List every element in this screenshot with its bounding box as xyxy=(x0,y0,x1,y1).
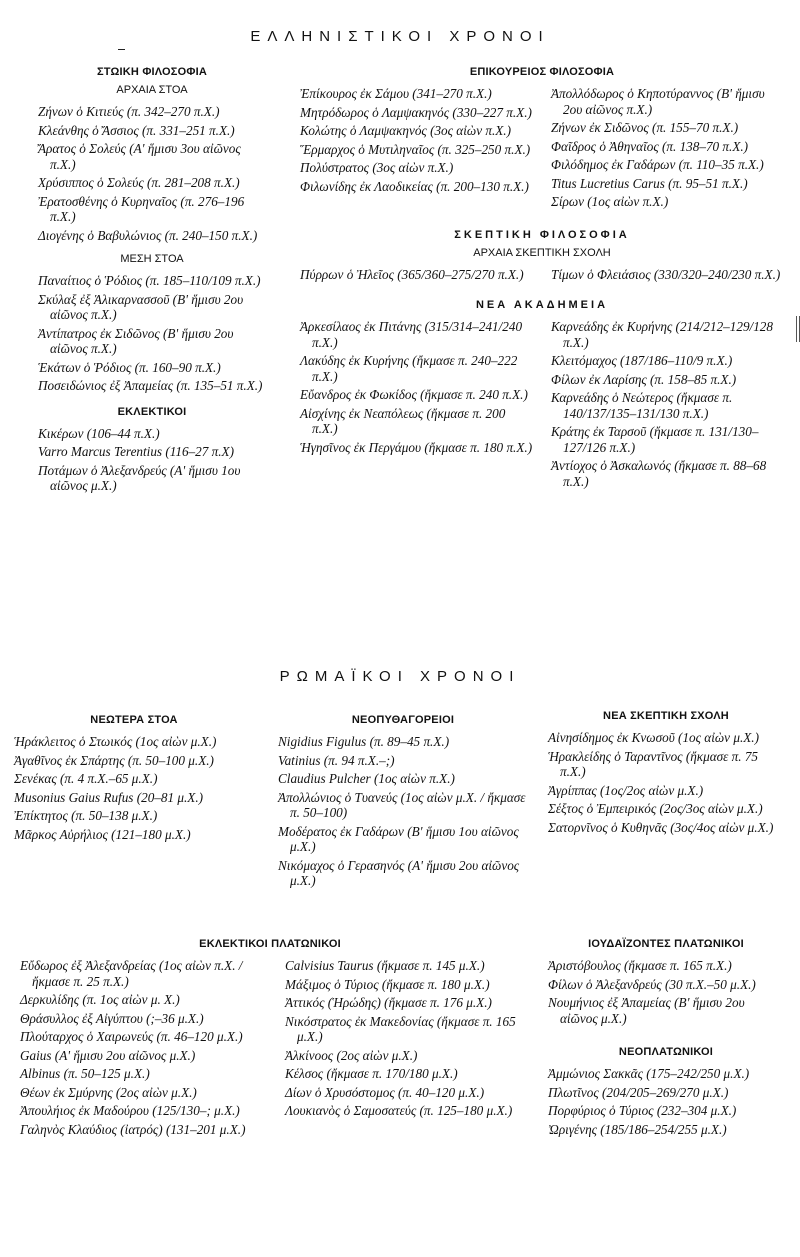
philosopher-entry: Ἐπίκουρος ἐκ Σάμου (341–270 π.Χ.) xyxy=(300,86,492,101)
philosopher-entry: Ὠριγένης (185/186–254/255 μ.Χ.) xyxy=(548,1121,727,1137)
philosopher-entry: Ποτάμων ὁ Ἀλεξανδρεύς (Α' ἥμισυ 1ου αἰῶνος μ.Χ.) xyxy=(38,462,241,493)
neopythagoreans-column xyxy=(278,714,528,892)
new-skeptic-title: ΝΕΑ ΣΚΕΠΤΙΚΗ ΣΧΟΛΗ xyxy=(603,710,729,722)
philosopher-entry: Ἄρατος ὁ Σολεύς (Α' ἥμισυ 3ου αἰῶνος π.Χ.) xyxy=(38,141,241,172)
philosopher-entry: Πλούταρχος ὁ Χαιρωνεύς (π. 46–120 μ.Χ.) xyxy=(20,1029,243,1044)
skeptic-title: ΣΚΕΠΤΙΚΗ ΦΙΛΟΣΟΦΙΑ xyxy=(454,228,630,241)
philosopher-entry: Ἀττικός (Ἡρώδης) (ἤκμασε π. 176 μ.Χ.) xyxy=(285,995,492,1010)
philosopher-entry: Γαληνὸς Κλαύδιος (ἰατρός) (131–201 μ.Χ.) xyxy=(20,1121,246,1137)
ancient-stoa-section xyxy=(38,84,266,243)
middle-stoa-title: ΜΕΣΗ ΣΤΟΑ xyxy=(120,253,184,265)
eclectics-list xyxy=(38,426,266,494)
philosopher-entry: Σενέκας (π. 4 π.Χ.–65 μ.Χ.) xyxy=(14,771,158,786)
philosopher-entry: Ποσειδώνιος ἐξ Ἀπαμείας (π. 135–51 π.Χ.) xyxy=(38,378,263,393)
philosopher-entry: Καρνεάδης ὁ Νεώτερος (ἤκμασε π. 140/137/135–131/130 π.Χ.) xyxy=(551,390,733,421)
philosopher-entry: Ζήνων ὁ Κιτιεύς (π. 342–270 π.Χ.) xyxy=(38,104,220,119)
philosopher-entry: Νουμήνιος ἐξ Ἀπαμείας (Β' ἥμισυ 2ου αἰῶνος μ.Χ.) xyxy=(548,995,745,1026)
philosopher-entry: Vatinius (π. 94 π.Χ.–;) xyxy=(278,752,395,768)
neoplatonists-title: ΝΕΟΠΛΑΤΩΝΙΚΟΙ xyxy=(618,1046,714,1058)
middle-stoa-section xyxy=(38,253,266,394)
late-stoa-list xyxy=(14,734,254,842)
philosopher-entry: Claudius Pulcher (1ος αἰὼν π.Χ.) xyxy=(278,771,455,786)
hellenistic-right-block xyxy=(300,66,784,504)
philosopher-entry: Μοδέρατος ἐκ Γαδάρων (Β' ἥμισυ 1ου αἰῶνος μ.Χ.) xyxy=(278,823,519,854)
philosopher-entry: Ἡράκλειτος ὁ Στωικός (1ος αἰὼν μ.Χ.) xyxy=(14,734,217,749)
philosopher-entry: Ἀμμώνιος Σακκᾶς (175–242/250 μ.Χ.) xyxy=(548,1066,750,1081)
philosopher-entry: Φαῖδρος ὁ Ἀθηναῖος (π. 138–70 π.Χ.) xyxy=(551,138,749,154)
philosopher-entry: Σατορνῖνος ὁ Κυθηνᾶς (3ος/4ος αἰὼν μ.Χ.) xyxy=(548,819,774,835)
philosopher-entry: Δερκυλίδης (π. 1ος αἰὼν μ. Χ.) xyxy=(20,992,180,1007)
judaizing-platonists-title: ΙΟΥΔΑΪΖΟΝΤΕΣ ΠΛΑΤΩΝΙΚΟΙ xyxy=(588,938,744,950)
philosopher-entry: Ἀλκίνοος (2ος αἰὼν μ.Χ.) xyxy=(285,1047,418,1063)
philosopher-entry: Ἀπολλώνιος ὁ Τυανεύς (1ος αἰὼν μ.Χ. / ἤκμασε π. 50–100) xyxy=(278,789,526,820)
philosopher-entry: Νικόστρατος ἐκ Μακεδονίας (ἤκμασε π. 165 μ.Χ.) xyxy=(285,1013,516,1044)
philosopher-entry: Ἀπολλόδωρος ὁ Κηποτύραννος (Β' ἥμισυ 2ου αἰῶνος π.Χ.) xyxy=(551,86,765,117)
philosopher-entry: Αἰνησίδημος ἐκ Κνωσοῦ (1ος αἰὼν μ.Χ.) xyxy=(548,730,759,745)
eclectics-section xyxy=(38,406,266,494)
philosopher-entry: Titus Lucretius Carus (π. 95–51 π.Χ.) xyxy=(551,175,748,191)
philosopher-entry: Ἑκάτων ὁ Ῥόδιος (π. 160–90 π.Χ.) xyxy=(38,359,221,375)
philosopher-entry: Αἰσχίνης ἐκ Νεαπόλεως (ἤκμασε π. 200 π.Χ.) xyxy=(300,405,506,436)
neopythagoreans-title: ΝΕΟΠΥΘΑΓΟΡΕΙΟΙ xyxy=(351,714,455,726)
philosopher-entry: Εὔανδρος ἐκ Φωκίδος (ἤκμασε π. 240 π.Χ.) xyxy=(300,387,528,402)
philosopher-entry: Σίρων (1ος αἰὼν π.Χ.) xyxy=(551,194,669,209)
philosopher-entry: Μητρόδωρος ὁ Λαμψακηνός (330–227 π.Χ.) xyxy=(300,104,532,120)
philosopher-entry: Λουκιανὸς ὁ Σαμοσατεύς (π. 125–180 μ.Χ.) xyxy=(285,1103,513,1118)
philosopher-entry: Πύρρων ὁ Ἠλεῖος (365/360–275/270 π.Χ.) xyxy=(300,266,524,282)
philosopher-entry: Κικέρων (106–44 π.Χ.) xyxy=(38,425,160,441)
late-stoa-column xyxy=(14,714,254,845)
philosopher-entry: Gaius (Α' ἥμισυ 2ου αἰῶνος μ.Χ.) xyxy=(20,1047,196,1063)
margin-marks xyxy=(796,316,800,342)
philosopher-entry: Ἀντίπατρος ἐκ Σιδῶνος (Β' ἥμισυ 2ου αἰῶνος π.Χ.) xyxy=(38,325,234,356)
hellenistic-era-title: ΕΛΛΗΝΙΣΤΙΚΟΙ ΧΡΟΝΟΙ xyxy=(250,28,550,45)
philosopher-entry: Λακύδης ἐκ Κυρήνης (ἤκμασε π. 240–222 π.Χ.) xyxy=(300,353,518,384)
new-academy-section xyxy=(300,299,784,492)
philosopher-entry: Φίλων ἐκ Λαρίσης (π. 158–85 π.Χ.) xyxy=(551,371,737,387)
skeptic-section xyxy=(300,229,784,286)
philosopher-entry: Ἡρακλείδης ὁ Ταραντῖνος (ἤκμασε π. 75 π.Χ.) xyxy=(548,748,759,779)
epicurean-list-right xyxy=(551,86,784,213)
philosopher-entry: Ἐπίκτητος (π. 50–138 μ.Χ.) xyxy=(14,808,158,823)
philosopher-entry: Ἕρμαρχος ὁ Μυτιληναῖος (π. 325–250 π.Χ.) xyxy=(300,141,531,157)
new-skeptic-list xyxy=(548,730,784,835)
philosopher-entry: Θέων ἐκ Σμύρνης (2ος αἰὼν μ.Χ.) xyxy=(20,1084,197,1100)
philosopher-entry: Ζήνων ἐκ Σιδῶνος (π. 155–70 π.Χ.) xyxy=(551,120,739,135)
ancient-stoa-list xyxy=(38,104,266,243)
roman-era-title: ΡΩΜΑΪΚΟΙ ΧΡΟΝΟΙ xyxy=(279,668,521,685)
philosopher-entry: Ἀγαθῖνος ἐκ Σπάρτης (π. 50–100 μ.Χ.) xyxy=(14,752,214,768)
new-academy-list-right xyxy=(551,319,784,492)
stoic-column xyxy=(38,66,266,506)
philosopher-entry: Ἀπουλήιος ἐκ Μαδούρου (125/130–; μ.Χ.) xyxy=(20,1103,240,1118)
philosopher-entry: Φιλωνίδης ἐκ Λαοδικείας (π. 200–130 π.Χ.) xyxy=(300,178,529,194)
divider xyxy=(118,49,125,50)
late-stoa-title: ΝΕΩΤΕΡΑ ΣΤΟΑ xyxy=(90,714,178,726)
philosopher-entry: Πορφύριος ὁ Τύριος (232–304 μ.Χ.) xyxy=(548,1103,737,1118)
epicurean-list-left xyxy=(300,86,533,213)
philosopher-entry: Πλωτῖνος (204/205–269/270 μ.Χ.) xyxy=(548,1084,729,1100)
philosopher-entry: Δίων ὁ Χρυσόστομος (π. 40–120 μ.Χ.) xyxy=(285,1084,485,1100)
neoplatonists-section xyxy=(548,1046,784,1137)
philosopher-entry: Παναίτιος ὁ Ῥόδιος (π. 185–110/109 π.Χ.) xyxy=(38,273,261,288)
philosopher-entry: Φιλόδημος ἐκ Γαδάρων (π. 110–35 π.Χ.) xyxy=(551,157,764,172)
philosopher-entry: Θράσυλλος ἐξ Αἰγύπτου (;–36 μ.Χ.) xyxy=(20,1010,204,1026)
middle-stoa-list xyxy=(38,273,266,394)
philosopher-entry: Calvisius Taurus (ἤκμασε π. 145 μ.Χ.) xyxy=(285,958,485,973)
philosopher-entry: Musonius Gaius Rufus (20–81 μ.Χ.) xyxy=(14,789,204,805)
philosopher-entry: Φίλων ὁ Ἀλεξανδρεύς (30 π.Χ.–50 μ.Χ.) xyxy=(548,976,756,992)
stoic-title: ΣΤΩΙΚΗ ΦΙΛΟΣΟΦΙΑ xyxy=(96,66,207,78)
skeptic-list-left xyxy=(300,267,533,286)
epicurean-section xyxy=(300,66,784,213)
philosopher-entry: Ἀριστόβουλος (ἤκμασε π. 165 π.Χ.) xyxy=(548,958,732,973)
philosopher-entry: Ἡγησῖνος ἐκ Περγάμου (ἤκμασε π. 180 π.Χ.) xyxy=(300,439,533,455)
philosopher-entry: Κέλσος (ἤκμασε π. 170/180 μ.Χ.) xyxy=(285,1066,458,1081)
philosopher-entry: Albinus (π. 50–125 μ.Χ.) xyxy=(20,1066,150,1081)
eclectic-platonists-list-left xyxy=(20,958,255,1140)
eclectic-platonists-title: ΕΚΛΕΚΤΙΚΟΙ ΠΛΑΤΩΝΙΚΟΙ xyxy=(199,938,341,950)
philosopher-entry: Τίμων ὁ Φλειάσιος (330/320–240/230 π.Χ.) xyxy=(551,266,781,282)
judaizing-platonists-section xyxy=(548,938,784,1026)
philosopher-entry: Νικόμαχος ὁ Γερασηνός (Α' ἥμισυ 2ου αἰῶνος μ.Χ.) xyxy=(278,857,520,888)
judaizing-platonists-list xyxy=(548,958,784,1026)
philosopher-entry: Ἀγρίππας (1ος/2ος αἰὼν μ.Χ.) xyxy=(548,782,704,798)
eclectic-platonists-list-right xyxy=(285,958,520,1140)
ancient-stoa-title: ΑΡΧΑΙΑ ΣΤΟΑ xyxy=(116,84,188,96)
philosopher-entry: Πολύστρατος (3ος αἰὼν π.Χ.) xyxy=(300,160,454,175)
new-skeptic-column xyxy=(548,710,784,838)
philosopher-entry: Κλειτόμαχος (187/186–110/9 π.Χ.) xyxy=(551,353,733,368)
ancient-skeptic-title: ΑΡΧΑΙΑ ΣΚΕΠΤΙΚΗ ΣΧΟΛΗ xyxy=(473,246,611,259)
philosopher-entry: Κράτης ἐκ Ταρσοῦ (ἤκμασε π. 131/130–127/126 π.Χ.) xyxy=(551,424,759,455)
epicurean-title: ΕΠΙΚΟΥΡΕΙΟΣ ΦΙΛΟΣΟΦΙΑ xyxy=(469,66,615,78)
philosopher-entry: Εὔδωρος ἐξ Ἀλεξανδρείας (1ος αἰὼν π.Χ. / ἤκμασε π. 25 π.Χ.) xyxy=(20,958,243,989)
philosopher-entry: Κολώτης ὁ Λαμψακηνός (3ος αἰὼν π.Χ.) xyxy=(300,123,511,138)
philosopher-entry: Σκύλαξ ἐξ Ἁλικαρνασσοῦ (Β' ἥμισυ 2ου αἰῶνος π.Χ.) xyxy=(38,291,244,322)
philosopher-entry: Κλεάνθης ὁ Ἄσσιος (π. 331–251 π.Χ.) xyxy=(38,122,235,138)
philosopher-entry: Nigidius Figulus (π. 89–45 π.Χ.) xyxy=(278,734,450,749)
philosopher-entry: Μᾶρκος Αὐρήλιος (121–180 μ.Χ.) xyxy=(14,826,191,842)
philosopher-entry: Καρνεάδης ἐκ Κυρήνης (214/212–129/128 π.Χ.) xyxy=(551,319,773,350)
skeptic-list-right xyxy=(551,267,784,286)
philosopher-entry: Χρύσιππος ὁ Σολεύς (π. 281–208 π.Χ.) xyxy=(38,175,240,190)
philosopher-entry: Μάξιμος ὁ Τύριος (ἤκμασε π. 180 μ.Χ.) xyxy=(285,976,490,992)
eclectics-title: ΕΚΛΕΚΤΙΚΟΙ xyxy=(117,405,187,418)
philosopher-entry: Ἀντίοχος ὁ Ἀσκαλωνός (ἤκμασε π. 88–68 π.Χ.) xyxy=(551,458,767,489)
new-academy-title: ΝΕΑ ΑΚΑΔΗΜΕΙΑ xyxy=(475,299,609,311)
philosopher-entry: Διογένης ὁ Βαβυλώνιος (π. 240–150 π.Χ.) xyxy=(38,227,258,243)
neopythagoreans-list xyxy=(278,734,528,889)
judaizing-platonists-column xyxy=(548,938,784,1149)
new-academy-list-left xyxy=(300,319,533,492)
eclectic-platonists-section xyxy=(20,938,520,1140)
neoplatonists-list xyxy=(548,1066,784,1137)
philosopher-entry: Ἐρατοσθένης ὁ Κυρηναῖος (π. 276–196 π.Χ.) xyxy=(38,193,245,224)
philosopher-entry: Ἀρκεσίλαος ἐκ Πιτάνης (315/314–241/240 π.Χ.) xyxy=(300,319,523,350)
philosopher-entry: Σέξτος ὁ Ἐμπειρικός (2ος/3ος αἰὼν μ.Χ.) xyxy=(548,801,763,816)
philosopher-entry: Varro Marcus Terentius (116–27 π.Χ) xyxy=(38,444,234,459)
